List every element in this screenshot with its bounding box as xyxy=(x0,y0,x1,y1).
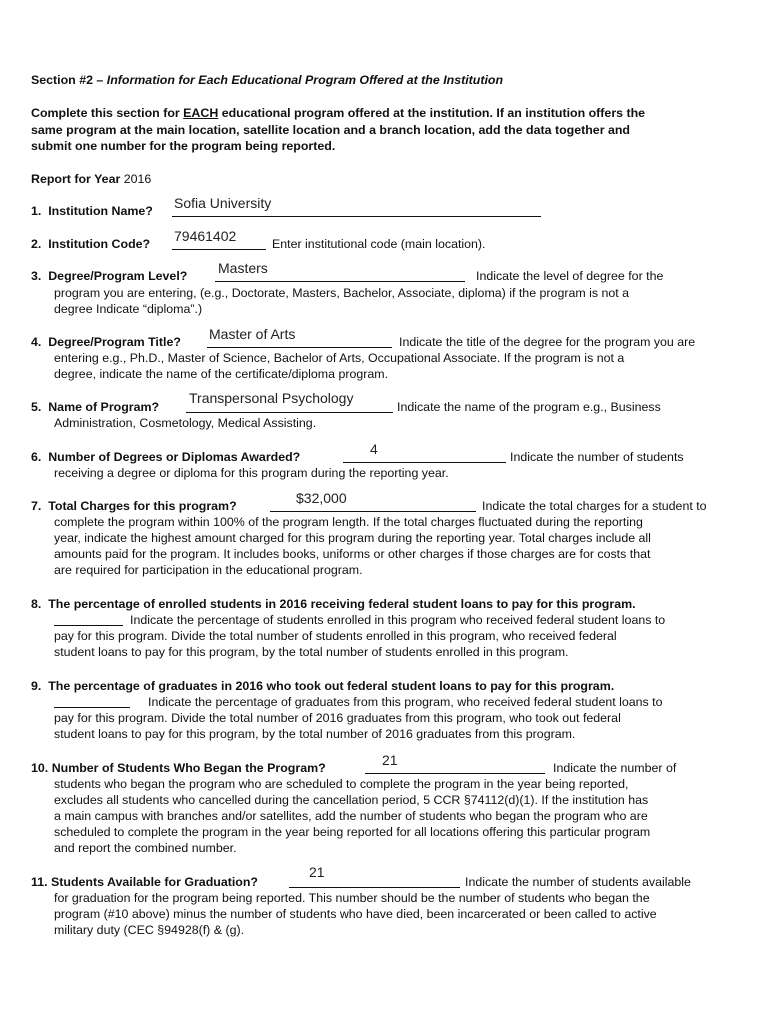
q10-help-line-6: and report the combined number. xyxy=(54,841,237,855)
section-heading-title: Information for Each Educational Program Offered at the Institution xyxy=(106,73,504,87)
q8-number: 8. xyxy=(31,597,42,611)
q8-help-line-3: pay for this program. Divide the total number of students enrolled in this program, who received federal xyxy=(54,629,617,643)
q1-label: Institution Name? xyxy=(48,204,153,218)
report-year xyxy=(31,171,151,187)
q4-label: Degree/Program Title? xyxy=(48,335,181,349)
q6-label: Number of Degrees or Diplomas Awarded? xyxy=(48,450,301,464)
q5-label: Name of Program? xyxy=(48,400,160,414)
q1-number: 1. xyxy=(31,204,42,218)
q5-program-name-field[interactable]: Transpersonal Psychology xyxy=(189,390,354,406)
q11-help: Indicate the number of students available xyxy=(465,875,691,889)
intro-line-2: same program at the main location, satellite location and a branch location, add the data together and xyxy=(31,123,630,137)
q7-number: 7. xyxy=(31,499,42,513)
q9-label-row xyxy=(31,678,614,694)
q4-label-row xyxy=(31,334,181,350)
q7-help-line-3: year, indicate the highest amount charged for this program during the reporting year. Total charges include all xyxy=(54,531,651,545)
q11-label: Students Available for Graduation? xyxy=(51,875,258,889)
q11-available-graduation-field[interactable]: 21 xyxy=(309,864,325,880)
q5-label-row xyxy=(31,399,159,415)
q10-label-row xyxy=(31,760,326,776)
q1-institution-name-field[interactable]: Sofia University xyxy=(174,195,272,211)
q9-help-line-2: Indicate the percentage of graduates from this program, who received federal student loans to xyxy=(148,695,663,709)
q7-help-line-2: complete the program within 100% of the program length. If the total charges fluctuated during the reporting xyxy=(54,515,643,529)
q1-label-row xyxy=(31,203,153,219)
intro-part1: Complete this section for xyxy=(31,106,184,120)
q11-blank-line xyxy=(289,887,460,888)
q8-label-row xyxy=(31,596,636,612)
q7-help-line-4: amounts paid for the program. It includes books, uniforms or other charges if those charges are for costs that xyxy=(54,547,651,561)
q10-students-began-field[interactable]: 21 xyxy=(382,752,398,768)
q6-help: Indicate the number of students xyxy=(510,450,684,464)
q2-number: 2. xyxy=(31,237,42,251)
section-heading-prefix: Section #2 – xyxy=(31,73,107,87)
report-year-value: 2016 xyxy=(123,172,152,186)
q2-label-row xyxy=(31,236,150,252)
report-year-label: Report for Year xyxy=(31,172,124,186)
q4-program-title-field[interactable]: Master of Arts xyxy=(209,326,296,342)
section-heading xyxy=(31,72,503,88)
q4-blank-line xyxy=(207,347,392,348)
q5-help-line-2: Administration, Cosmetology, Medical Assisting. xyxy=(54,416,317,430)
q10-number: 10. xyxy=(31,761,49,775)
q3-label: Degree/Program Level? xyxy=(48,269,188,283)
q8-help-line-4: student loans to pay for this program, by the total number of students enrolled in this program. xyxy=(54,645,569,659)
q7-label-row xyxy=(31,498,237,514)
q7-label: Total Charges for this program? xyxy=(48,499,237,513)
q3-help-line-2: program you are entering, (e.g., Doctorate, Masters, Bachelor, Associate, diploma) if the program is not a xyxy=(54,286,630,300)
q2-label: Institution Code? xyxy=(48,237,151,251)
intro-line-3: submit one number for the program being reported. xyxy=(31,139,336,153)
q6-degrees-awarded-field[interactable]: 4 xyxy=(370,441,378,457)
q5-help: Indicate the name of the program e.g., Business xyxy=(397,400,661,414)
q7-blank-line xyxy=(270,511,476,512)
q2-help: Enter institutional code (main location). xyxy=(272,237,486,251)
q6-blank-line xyxy=(343,462,506,463)
q7-help-line-5: are required for participation in the educational program. xyxy=(54,563,363,577)
q3-help-line-3: degree Indicate “diploma”.) xyxy=(54,302,203,316)
q2-institution-code-field[interactable]: 79461402 xyxy=(174,228,237,244)
q10-help-line-5: scheduled to complete the program in the year being reported for all locations offering this particular program xyxy=(54,825,651,839)
q2-blank-line xyxy=(172,249,266,250)
q11-number: 11. xyxy=(31,875,48,889)
q5-number: 5. xyxy=(31,400,42,414)
q10-help-line-4: a main campus with branches and/or satellites, add the number of students who began the program who are xyxy=(54,809,648,823)
q10-blank-line xyxy=(365,773,545,774)
q3-label-row xyxy=(31,268,187,284)
q4-help-line-2: entering e.g., Ph.D., Master of Science, Bachelor of Arts, Occupational Associate. If the program is not a xyxy=(54,351,625,365)
q7-total-charges-field[interactable]: $32,000 xyxy=(296,490,347,506)
q5-blank-line xyxy=(186,412,393,413)
q6-number: 6. xyxy=(31,450,42,464)
q8-blank-line[interactable] xyxy=(54,625,123,626)
q10-label: Number of Students Who Began the Program? xyxy=(51,761,326,775)
q1-blank-line xyxy=(172,216,541,217)
q9-label: The percentage of graduates in 2016 who took out federal student loans to pay for this program. xyxy=(48,679,615,693)
q8-help-line-2: Indicate the percentage of students enrolled in this program who received federal student loans to xyxy=(130,613,666,627)
q3-blank-line xyxy=(215,281,465,282)
q6-help-line-2: receiving a degree or diploma for this program during the reporting year. xyxy=(54,466,449,480)
q11-help-line-2: for graduation for the program being reported. This number should be the number of students who began the xyxy=(54,891,650,905)
q9-help-line-3: pay for this program. Divide the total number of 2016 graduates from this program, who took out federal xyxy=(54,711,621,725)
intro-part2: educational program offered at the institution. If an institution offers the xyxy=(218,106,646,120)
q4-number: 4. xyxy=(31,335,42,349)
intro-line-1 xyxy=(31,105,645,121)
q10-help-line-3: excludes all students who cancelled during the cancellation period, 5 CCR §74112(d)(1). If the institution has xyxy=(54,793,649,807)
q9-number: 9. xyxy=(31,679,42,693)
q3-degree-level-field[interactable]: Masters xyxy=(218,260,268,276)
q11-label-row xyxy=(31,874,258,890)
q9-blank-line[interactable] xyxy=(54,707,130,708)
q4-help: Indicate the title of the degree for the program you are xyxy=(399,335,696,349)
q11-help-line-3: program (#10 above) minus the number of students who have died, been incarcerated or been called to active xyxy=(54,907,657,921)
q10-help: Indicate the number of xyxy=(553,761,677,775)
q3-number: 3. xyxy=(31,269,42,283)
q9-help-line-4: student loans to pay for this program, by the total number of 2016 graduates from this program. xyxy=(54,727,576,741)
intro-each: EACH xyxy=(183,106,219,120)
q4-help-line-3: degree, indicate the name of the certificate/diploma program. xyxy=(54,367,389,381)
q10-help-line-2: students who began the program who are scheduled to complete the program in the year being reported, xyxy=(54,777,629,791)
q6-label-row xyxy=(31,449,300,465)
q8-label: The percentage of enrolled students in 2016 receiving federal student loans to pay for this program. xyxy=(48,597,636,611)
q3-help: Indicate the level of degree for the xyxy=(476,269,664,283)
q7-help: Indicate the total charges for a student to xyxy=(482,499,707,513)
q11-help-line-4: military duty (CEC §94928(f) & (g). xyxy=(54,923,245,937)
